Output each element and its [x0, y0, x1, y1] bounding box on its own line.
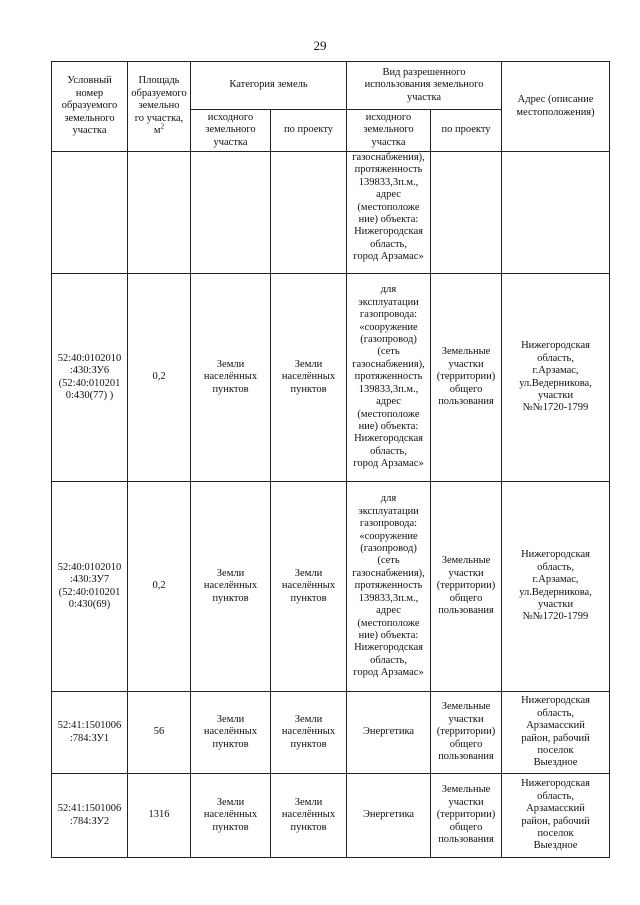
plot-number-cell: 52:41:1501006 :784:ЗУ1	[52, 692, 128, 774]
area-cell	[128, 152, 191, 274]
use-source-cell: Энергетика	[347, 774, 431, 858]
land-plot-register-table	[51, 61, 610, 858]
area-cell: 56	[128, 692, 191, 774]
table-row	[52, 152, 610, 274]
area-cell: 1316	[128, 774, 191, 858]
plot-number-cell: 52:40:0102010 :430:ЗУ6 (52:40:010201 0:430(77) )	[52, 274, 128, 482]
address-cell: Нижегородская область, Арзамасский район, рабочий поселок Выездное	[502, 774, 610, 858]
header-source-category: исходного земельного участка	[191, 110, 271, 152]
plot-number-cell: 52:41:1501006 :784:ЗУ2	[52, 774, 128, 858]
header-land-category: Категория земель	[191, 62, 347, 110]
address-cell: Нижегородская область, г.Арзамас, ул.Ведерникова, участки №№1720-1799	[502, 482, 610, 692]
use-project-cell: Земельные участки (территории) общего пользования	[431, 774, 502, 858]
area-cell: 0,2	[128, 482, 191, 692]
header-area: Площадь образуемого земельно го участка, $м^2$	[128, 62, 191, 152]
address-cell: Нижегородская область, Арзамасский район, рабочий поселок Выездное	[502, 692, 610, 774]
use-project-cell: Земельные участки (территории) общего пользования	[431, 274, 502, 482]
category-source-cell: Земли населённых пунктов	[191, 482, 271, 692]
use-project-cell: Земельные участки (территории) общего пользования	[431, 482, 502, 692]
category-project-cell: Земли населённых пунктов	[271, 692, 347, 774]
category-source-cell: Земли населённых пунктов	[191, 774, 271, 858]
category-project-cell: Земли населённых пунктов	[271, 274, 347, 482]
header-project-category: по проекту	[271, 110, 347, 152]
page-number: 29	[313, 38, 327, 53]
plot-number-cell	[52, 152, 128, 274]
table-row	[52, 774, 610, 858]
table-row	[52, 274, 610, 482]
use-project-cell: Земельные участки (территории) общего пользования	[431, 692, 502, 774]
use-source-cell: Энергетика	[347, 692, 431, 774]
header-address: Адрес (описание местоположения)	[502, 62, 610, 152]
use-source-cell: для эксплуатации газопровода: «сооружение (газопровод) (сеть газоснабжения), протяженность 139833,3п.м., адрес (местоположе ние) объекта: Нижегородская область, город Арзамас»	[347, 274, 431, 482]
use-project-cell	[431, 152, 502, 274]
category-project-cell: Земли населённых пунктов	[271, 482, 347, 692]
header-row-top	[52, 62, 610, 110]
category-source-cell	[191, 152, 271, 274]
category-source-cell: Земли населённых пунктов	[191, 692, 271, 774]
plot-number-cell: 52:40:0102010 :430:ЗУ7 (52:40:010201 0:430(69)	[52, 482, 128, 692]
header-source-use: исходного земельного участка	[347, 110, 431, 152]
header-project-use: по проекту	[431, 110, 502, 152]
category-project-cell: Земли населённых пунктов	[271, 774, 347, 858]
area-unit-superscript: 2	[160, 122, 165, 131]
header-plot-number: Условный номер образуемого земельного участка	[52, 62, 128, 152]
use-source-cell: для эксплуатации газопровода: «сооружение (газопровод) (сеть газоснабжения), протяженность 139833,3п.м., адрес (местоположе ние) объекта: Нижегородская область, город Арзамас»	[347, 482, 431, 692]
category-project-cell	[271, 152, 347, 274]
address-cell: Нижегородская область, г.Арзамас, ул.Ведерникова, участки №№1720-1799	[502, 274, 610, 482]
category-source-cell: Земли населённых пунктов	[191, 274, 271, 482]
table-row	[52, 692, 610, 774]
use-source-cell: газоснабжения), протяженность 139833,3п.м., адрес (местоположе ние) объекта: Нижегородская область, город Арзамас»	[347, 152, 431, 274]
area-cell: 0,2	[128, 274, 191, 482]
table-row	[52, 482, 610, 692]
header-permitted-use: Вид разрешенного использования земельного участка	[347, 62, 502, 110]
address-cell	[502, 152, 610, 274]
